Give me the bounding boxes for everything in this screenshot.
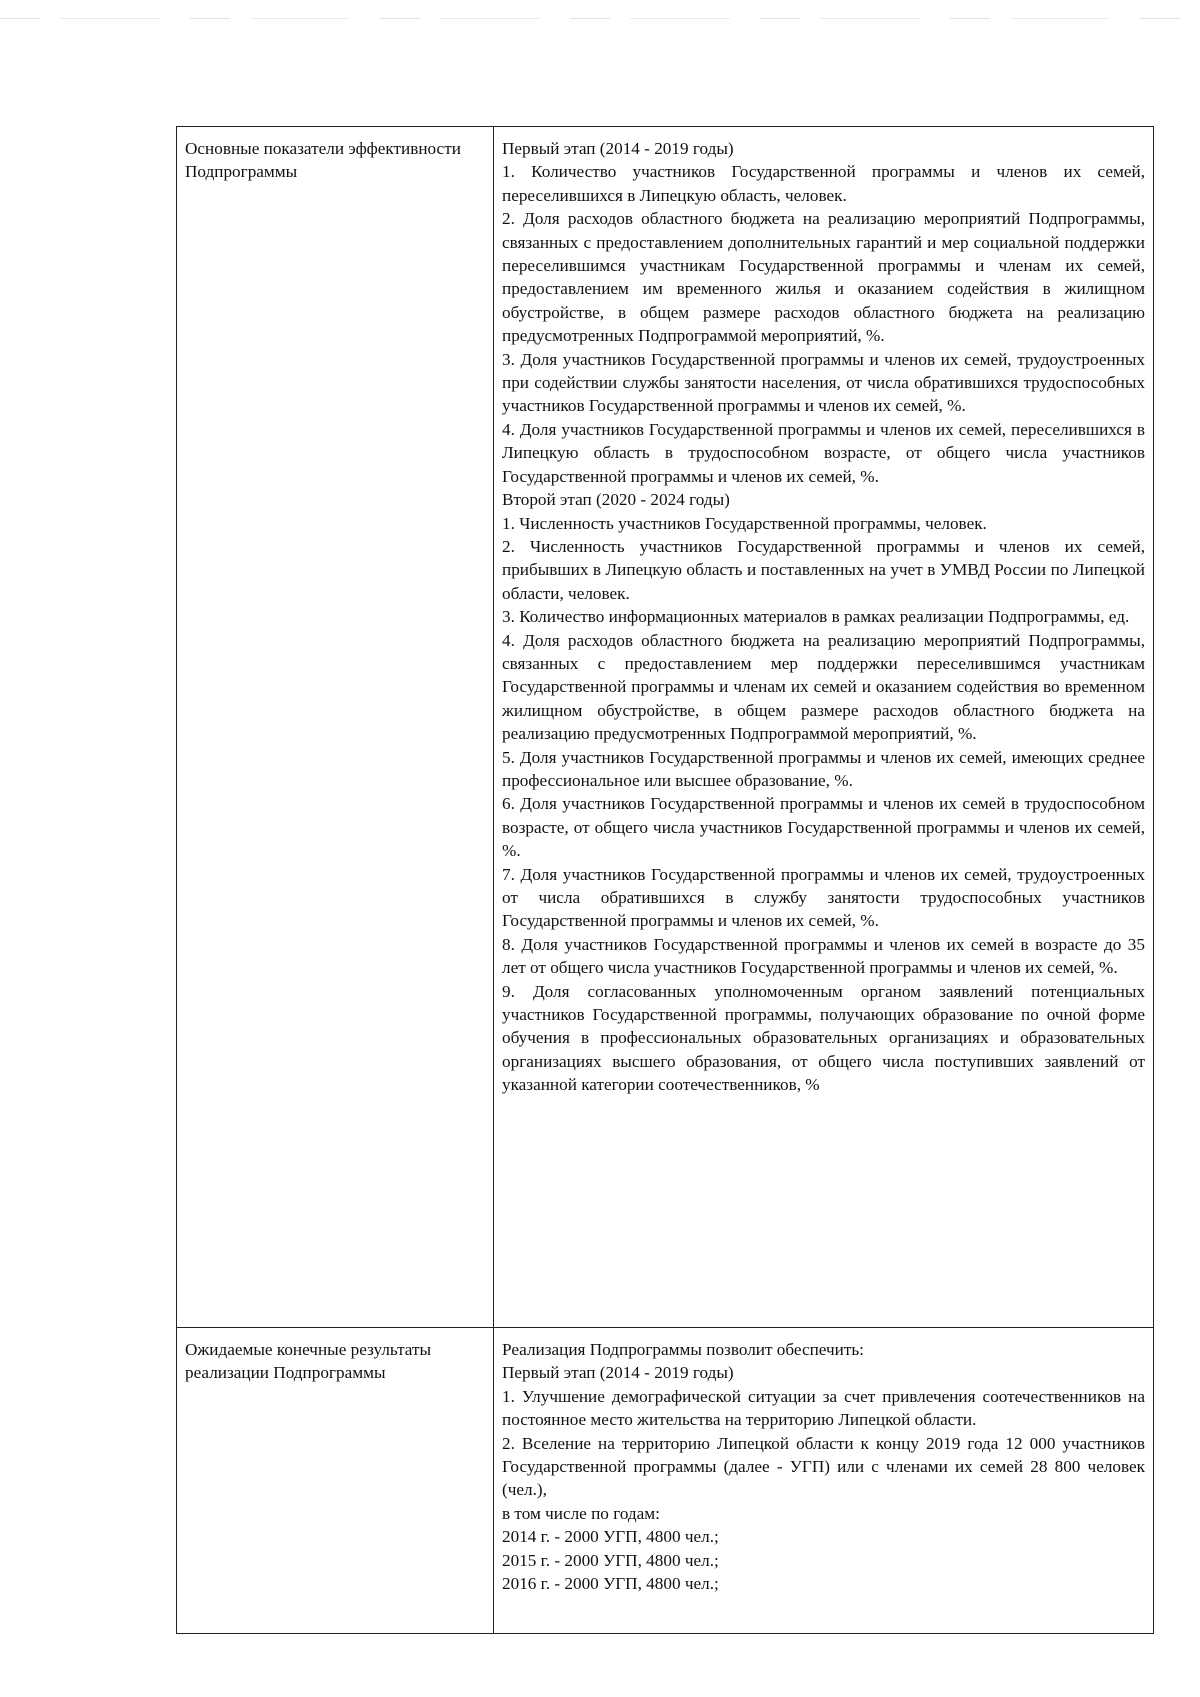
row-label-indicators bbox=[177, 127, 494, 1328]
table-row bbox=[177, 127, 1154, 1328]
indicator-item: 1. Количество участников Государственной программы и членов их семей, переселившихся в Липецкую область, человек. bbox=[502, 162, 1145, 205]
indicator-item: 2. Доля расходов областного бюджета на реализацию мероприятий Подпрограммы, связанных с предоставлением дополнительных гарантий и мер социальной поддержки переселившимся участникам Государственной программы и членам их семей, предоставлением им временного жилья и оказанием содействия в жилищном обустройстве, в общем размере расходов областного бюджета на реализацию предусмотренных Подпрограммой мероприятий, %. bbox=[502, 209, 1145, 346]
indicator-item: 3. Количество информационных материалов в рамках реализации Подпрограммы, ед. bbox=[502, 607, 1130, 627]
row-label-text: Основные показатели эффективности Подпрограммы bbox=[185, 139, 461, 182]
indicator-item: 8. Доля участников Государственной программы и членов их семей в возрасте до 35 лет от общего числа участников Государственной программы и членов их семей, %. bbox=[502, 934, 1145, 978]
table-row bbox=[177, 1328, 1154, 1634]
indicator-item: 7. Доля участников Государственной программы и членов их семей, трудоустроенных от числа обратившихся в службу занятости трудоспособных участников Государственной программы и членов их семей, %. bbox=[502, 864, 1145, 931]
row-label-results bbox=[177, 1328, 494, 1634]
row-content-indicators bbox=[494, 127, 1154, 1328]
indicator-item: 5. Доля участников Государственной программы и членов их семей, имеющих среднее профессиональное или высшее образование, %. bbox=[502, 747, 1145, 790]
year-result: 2016 г. - 2000 УГП, 4800 чел.; bbox=[502, 1574, 719, 1594]
result-item: 2. Вселение на территорию Липецкой области к концу 2019 года 12 000 участников Государственной программы (далее - УГП) или с членами их семей 28 800 человек (чел.), bbox=[502, 1433, 1145, 1500]
passport-table bbox=[176, 126, 1154, 1634]
indicator-item: 1. Численность участников Государственной программы, человек. bbox=[502, 513, 987, 533]
stage-heading: Первый этап (2014 - 2019 годы) bbox=[502, 1363, 734, 1383]
scan-artifact-line bbox=[0, 18, 1200, 19]
stage-heading: Второй этап (2020 - 2024 годы) bbox=[502, 490, 730, 510]
indicator-item: 6. Доля участников Государственной программы и членов их семей в трудоспособном возрасте, от общего числа участников Государственной программы и членов их семей, %. bbox=[502, 794, 1145, 861]
indicator-item: 3. Доля участников Государственной программы и членов их семей, трудоустроенных при содействии службы занятости населения, от числа обратившихся трудоспособных участников Государственной программы и членов их семей, %. bbox=[502, 349, 1145, 416]
indicator-item: 4. Доля участников Государственной программы и членов их семей, переселившихся в Липецкую область в трудоспособном возрасте, от общего числа участников Государственной программы и членов их семей, %. bbox=[502, 419, 1145, 486]
indicator-item: 2. Численность участников Государственной программы и членов их семей, прибывших в Липецкую область и поставленных на учет в УМВД России по Липецкой области, человек. bbox=[502, 536, 1145, 603]
indicator-item: 9. Доля согласованных уполномоченным органом заявлений потенциальных участников Государственной программы, получающих образование по очной форме обучения в профессиональных образовательных организациях и образовательных организациях высшего образования, от общего числа поступивших заявлений от указанной категории соотечественников, % bbox=[502, 981, 1145, 1095]
year-result: 2014 г. - 2000 УГП, 4800 чел.; bbox=[502, 1527, 719, 1547]
row-label-text: Ожидаемые конечные результаты реализации Подпрограммы bbox=[185, 1340, 432, 1383]
indicator-item: 4. Доля расходов областного бюджета на реализацию мероприятий Подпрограммы, связанных с предоставлением мер поддержки переселившимся участникам Государственной программы и членам их семей и оказанием содействия во временном жилищном обустройстве, в общем размере расходов областного бюджета на реализацию предусмотренных Подпрограммой мероприятий, %. bbox=[502, 630, 1145, 744]
row-content-results bbox=[494, 1328, 1154, 1634]
stage-heading: Первый этап (2014 - 2019 годы) bbox=[502, 139, 734, 158]
results-intro: Реализация Подпрограммы позволит обеспечить: bbox=[502, 1340, 864, 1359]
year-result: 2015 г. - 2000 УГП, 4800 чел.; bbox=[502, 1550, 719, 1570]
result-subheading: в том числе по годам: bbox=[502, 1503, 660, 1523]
result-item: 1. Улучшение демографической ситуации за счет привлечения соотечественников на постоянное место жительства на территорию Липецкой области. bbox=[502, 1386, 1145, 1430]
